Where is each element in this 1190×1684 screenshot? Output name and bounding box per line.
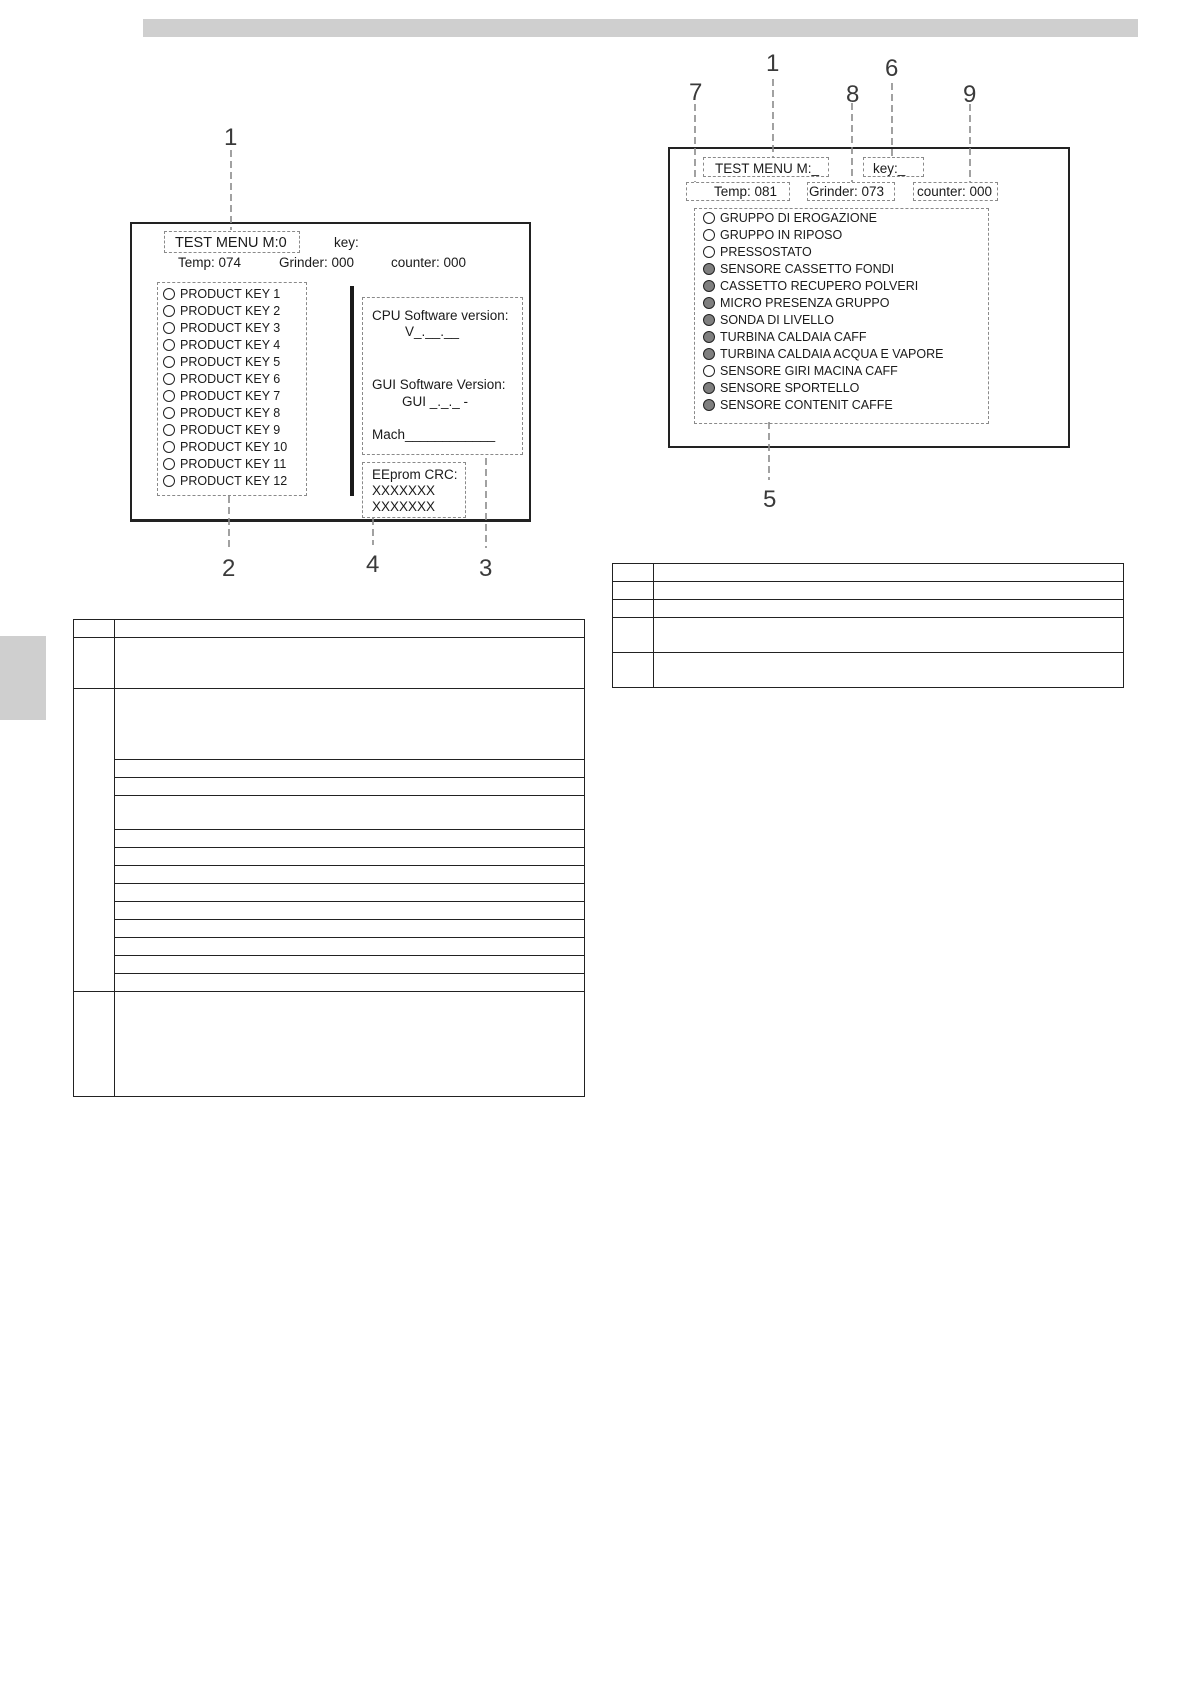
indicator-filled-icon: [703, 314, 715, 326]
product-key-item: [163, 439, 287, 455]
sensor-label: SENSORE CONTENIT CAFFE: [720, 398, 893, 412]
product-key-label: PRODUCT KEY 11: [180, 457, 287, 471]
sensor-label: PRESSOSTATO: [720, 245, 812, 259]
product-key-label: PRODUCT KEY 8: [180, 406, 281, 420]
key-label: key:: [334, 235, 359, 250]
product-key-item: [163, 422, 280, 438]
sensor-item: [703, 346, 943, 362]
callout-2: 2: [222, 555, 236, 582]
table-row: [74, 620, 585, 638]
sensor-item: [703, 244, 812, 260]
table-row: [613, 618, 1124, 653]
indicator-circle-icon: [163, 390, 175, 402]
table-row: [74, 848, 585, 866]
product-key-item: [163, 456, 286, 472]
description-table-1: [73, 619, 585, 1097]
gui-software-label: GUI Software Version:: [372, 377, 506, 392]
callout-9: 9: [963, 81, 977, 108]
eeprom-crc-label: EEprom CRC:: [372, 467, 458, 482]
table-row: [74, 778, 585, 796]
sensor-item: [703, 363, 898, 379]
table-row: [74, 920, 585, 938]
sensor-item: [703, 312, 834, 328]
header-band: [143, 19, 1138, 37]
table-row: [74, 760, 585, 778]
sensor-label: GRUPPO DI EROGAZIONE: [720, 211, 877, 225]
counter-readout: counter: 000: [391, 255, 467, 270]
side-tab: [0, 636, 46, 720]
product-key-label: PRODUCT KEY 4: [180, 338, 281, 352]
product-key-item: [163, 354, 280, 370]
indicator-filled-icon: [703, 348, 715, 360]
callout-6: 6: [885, 55, 899, 82]
sensor-item: [703, 295, 889, 311]
indicator-circle-icon: [703, 229, 715, 241]
test-menu-title: TEST MENU M:_: [715, 161, 820, 176]
indicator-circle-icon: [163, 407, 175, 419]
test-menu-title: TEST MENU M:0: [175, 235, 287, 251]
product-key-item: [163, 337, 280, 353]
indicator-circle-icon: [163, 373, 175, 385]
product-key-item: [163, 303, 280, 319]
callout-4: 4: [366, 551, 380, 578]
indicator-circle-icon: [703, 246, 715, 258]
product-key-item: [163, 388, 280, 404]
indicator-circle-icon: [163, 475, 175, 487]
test-menu-screen-2: [668, 147, 1070, 448]
indicator-circle-icon: [163, 441, 175, 453]
grinder-readout: Grinder: 000: [279, 255, 355, 270]
table-row: [74, 830, 585, 848]
sensor-label: SENSORE SPORTELLO: [720, 381, 860, 395]
indicator-circle-icon: [163, 288, 175, 300]
sensor-label: SONDA DI LIVELLO: [720, 313, 834, 327]
product-key-label: PRODUCT KEY 3: [180, 321, 281, 335]
counter-readout: counter: 000: [917, 184, 993, 199]
sensor-item: [703, 261, 894, 277]
table-row: [74, 884, 585, 902]
callout-1: 1: [766, 50, 780, 77]
sensor-label: TURBINA CALDAIA CAFF: [720, 330, 867, 344]
product-key-label: PRODUCT KEY 5: [180, 355, 281, 369]
table-row: [74, 866, 585, 884]
sensor-item: [703, 278, 918, 294]
indicator-filled-icon: [703, 297, 715, 309]
indicator-filled-icon: [703, 280, 715, 292]
sensor-label: SENSORE GIRI MACINA CAFF: [720, 364, 898, 378]
sensor-item: [703, 397, 893, 413]
indicator-circle-icon: [163, 458, 175, 470]
table-row: [74, 992, 585, 1097]
product-key-item: [163, 320, 280, 336]
table-row: [613, 600, 1124, 618]
indicator-filled-icon: [703, 263, 715, 275]
temp-readout: Temp: 074: [178, 255, 242, 270]
machine-label: Mach____________: [372, 427, 496, 442]
temp-readout: Temp: 081: [714, 184, 778, 199]
table-row: [613, 653, 1124, 688]
cpu-software-value: V_.__.__: [405, 324, 460, 339]
product-key-item: [163, 286, 280, 302]
sensor-label: GRUPPO IN RIPOSO: [720, 228, 843, 242]
indicator-circle-icon: [163, 424, 175, 436]
callout-7: 7: [689, 79, 703, 106]
product-key-item: [163, 473, 287, 489]
product-key-label: PRODUCT KEY 6: [180, 372, 281, 386]
callout-8: 8: [846, 81, 860, 108]
table-row: [74, 796, 585, 830]
eeprom-crc-line-1: XXXXXXX: [372, 483, 436, 498]
grinder-readout: Grinder: 073: [809, 184, 885, 199]
indicator-circle-icon: [163, 339, 175, 351]
indicator-circle-icon: [703, 212, 715, 224]
sensor-label: MICRO PRESENZA GRUPPO: [720, 296, 890, 310]
indicator-circle-icon: [163, 322, 175, 334]
divider: [350, 286, 354, 496]
indicator-filled-icon: [703, 399, 715, 411]
product-key-label: PRODUCT KEY 7: [180, 389, 281, 403]
table-row: [74, 689, 585, 760]
callout-3: 3: [479, 555, 493, 582]
table-row: [74, 638, 585, 689]
cpu-software-label: CPU Software version:: [372, 308, 509, 323]
product-key-label: PRODUCT KEY 1: [180, 287, 281, 301]
sensor-item: [703, 227, 842, 243]
product-key-item: [163, 371, 280, 387]
sensor-item: [703, 329, 867, 345]
table-row: [74, 938, 585, 956]
callout-5: 5: [763, 486, 777, 513]
indicator-filled-icon: [703, 382, 715, 394]
table-row: [74, 956, 585, 974]
sensor-label: TURBINA CALDAIA ACQUA E VAPORE: [720, 347, 944, 361]
gui-software-value: GUI _._._ -: [402, 394, 469, 409]
indicator-filled-icon: [703, 331, 715, 343]
product-key-label: PRODUCT KEY 12: [180, 474, 288, 488]
table-row: [613, 582, 1124, 600]
eeprom-crc-line-2: XXXXXXX: [372, 499, 436, 514]
table-row: [74, 974, 585, 992]
product-key-item: [163, 405, 280, 421]
product-key-label: PRODUCT KEY 2: [180, 304, 281, 318]
indicator-circle-icon: [163, 305, 175, 317]
sensor-label: SENSORE CASSETTO FONDI: [720, 262, 895, 276]
product-key-label: PRODUCT KEY 9: [180, 423, 281, 437]
key-label: key:_: [873, 161, 906, 176]
sensor-label: CASSETTO RECUPERO POLVERI: [720, 279, 919, 293]
table-row: [613, 564, 1124, 582]
sensor-item: [703, 380, 859, 396]
indicator-circle-icon: [163, 356, 175, 368]
product-key-label: PRODUCT KEY 10: [180, 440, 288, 454]
table-row: [74, 902, 585, 920]
description-table-2: [612, 563, 1124, 688]
sensor-item: [703, 210, 877, 226]
callout-1: 1: [224, 124, 238, 151]
test-menu-screen-1: [130, 222, 531, 522]
indicator-circle-icon: [703, 365, 715, 377]
